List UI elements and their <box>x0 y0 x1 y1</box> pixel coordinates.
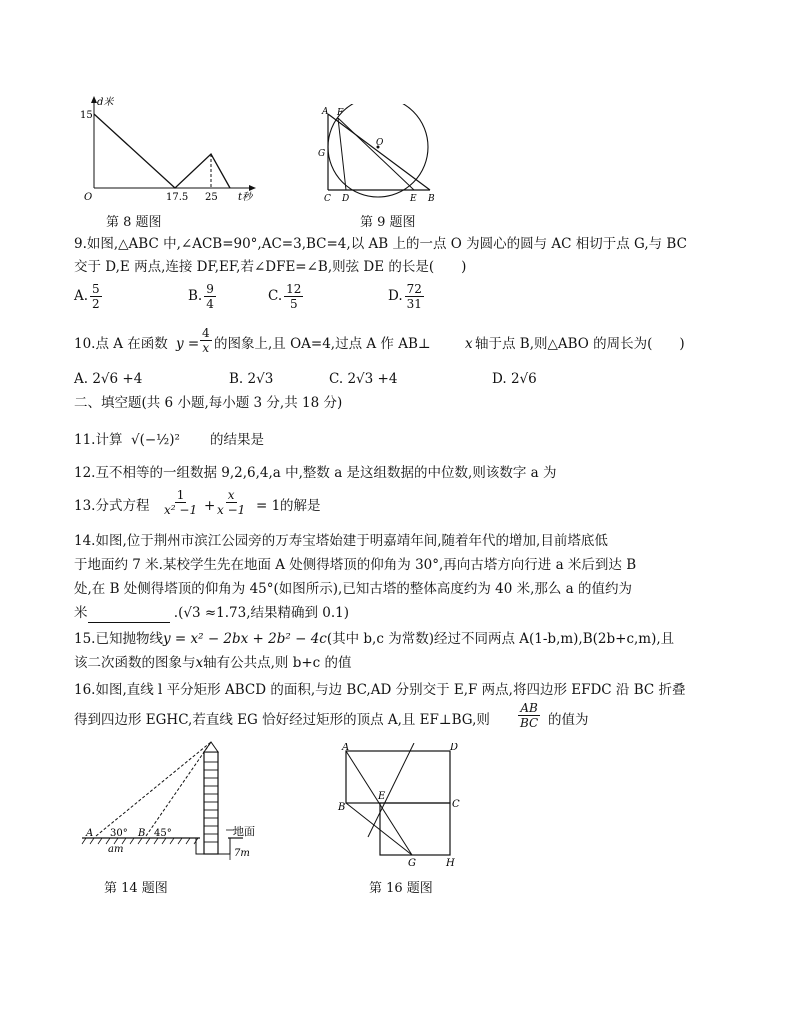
x-axis-arrow <box>249 185 256 191</box>
q12: 12.互不相等的一组数据 9,2,6,4,a 中,整数 a 是这组数据的中位数,则该数字 a 为 <box>74 465 557 481</box>
label-G: G <box>408 858 416 868</box>
label-B: B <box>138 828 146 839</box>
label-A: A <box>342 743 350 753</box>
q9-option-c: C. $\frac{12}{5}$ <box>268 282 302 311</box>
figure-14-caption: 第 14 题图 <box>104 881 168 896</box>
sight-line-a <box>96 742 211 836</box>
q10-func-frac: $\frac{4}{x}$ <box>202 326 210 355</box>
tower-top <box>204 742 218 752</box>
distance-curve <box>94 114 230 188</box>
q14-line2: 于地面约 7 米.某校学生先在地面 A 处侧得塔顶的仰角为 30°,再向古塔方向行进 a 米后到达 B <box>74 557 637 573</box>
figure-16-diagram <box>336 743 466 868</box>
figure-9-caption: 第 9 题图 <box>360 215 416 230</box>
label-B: B <box>428 194 435 204</box>
label-A: A <box>322 107 329 117</box>
q16-line1: 16.如图,直线 l 平分矩形 ABCD 的面积,与边 BC,AD 分别交于 E,F 两点,将四边形 EFDC 沿 BC 折叠 <box>74 682 686 698</box>
label-E: E <box>410 194 417 204</box>
label-am: am <box>108 844 124 855</box>
figure-16-caption: 第 16 题图 <box>369 881 433 896</box>
label-A: A <box>86 828 94 839</box>
figure-14-diagram <box>78 740 278 870</box>
side-ab <box>328 114 430 190</box>
q14-line4-suffix: .(√3 ≈1.73,结果精确到 0.1) <box>173 605 350 621</box>
q11-suffix: 的结果是 <box>210 432 264 448</box>
q9-stem-line1: 9.如图,△ABC 中,∠ACB=90°,AC=3,BC=4,以 AB 上的一点 O 为圆心的圆与 AC 相切于点 G,与 BC <box>74 236 687 252</box>
q14-line4 <box>74 603 349 623</box>
q14-line1: 14.如图,位于荆州市滨江公园旁的万寿宝塔始建于明嘉靖年间,随着年代的增加,目前塔底低 <box>74 533 608 549</box>
label-F: F <box>337 108 344 118</box>
q13-prefix: 13.分式方程 <box>74 498 150 514</box>
label-H: H <box>446 858 455 868</box>
label-45-deg: 45° <box>154 828 172 839</box>
q13-suffix: 的解是 <box>280 498 321 514</box>
label-C: C <box>324 194 331 204</box>
x-axis-label: t秒 <box>238 192 253 203</box>
q10-suffix-a: 的图象上,且 OA=4,过点 A 作 AB⊥ <box>214 336 431 352</box>
q16-line2-suffix: 的值为 <box>548 712 589 728</box>
line-bg <box>346 803 412 855</box>
label-G: G <box>318 149 326 159</box>
q13-frac2: $\frac{x}{x -1}$ <box>217 488 246 517</box>
q14-line3: 处,在 B 处侧得塔顶的仰角为 45°(如图所示),已知古塔的整体高度约为 40 米,那么 a 的值约为 <box>74 581 633 597</box>
q10-option-d: D. 2√6 <box>492 371 537 387</box>
segment-fe <box>338 118 414 190</box>
q10-prefix: 10.点 A 在函数 <box>74 336 168 352</box>
q16-ratio: $\frac{AB}{BC}$ <box>520 701 539 730</box>
figure-8-graph <box>78 96 258 208</box>
q15-equation: y = x² − 2bx + 2b² − 4c <box>162 631 327 647</box>
figure-9-diagram <box>314 104 484 204</box>
label-30-deg: 30° <box>110 828 128 839</box>
section-2-heading: 二、填空题(共 6 小题,每小题 3 分,共 18 分) <box>74 395 343 411</box>
q15-line2 <box>74 653 352 673</box>
q10-suffix-x: x <box>465 336 473 352</box>
q13-eq: = 1 <box>256 498 281 514</box>
label-E: E <box>378 791 386 802</box>
q15-line1 <box>74 629 674 649</box>
q10-option-b: B. 2√3 <box>229 371 274 387</box>
label-C: C <box>452 799 460 810</box>
q15-line2-b: 轴有公共点,则 b+c 的值 <box>203 655 352 671</box>
q9-option-d: D. $\frac{72}{31}$ <box>388 282 422 311</box>
origin-label: O <box>84 192 93 203</box>
q16-line2-prefix: 得到四边形 EGHC,若直线 EG 恰好经过矩形的顶点 A,且 EF⊥BG,则 <box>74 712 490 728</box>
q15-line2-x: x <box>195 655 204 671</box>
y-axis-label: d米 <box>97 97 114 108</box>
q14-line4-prefix: 米 <box>74 605 88 621</box>
label-ground: 地面 <box>233 825 255 838</box>
q13-plus: + <box>204 498 216 514</box>
label-7m: 7m <box>234 848 250 859</box>
rectangle-eghc <box>380 803 450 855</box>
q15-prefix: 15.已知抛物线 <box>74 631 163 647</box>
q9-option-a: A. $\frac{5}{2}$ <box>74 282 100 311</box>
q15-line2-a: 该二次函数的图象与 <box>74 655 196 671</box>
sight-line-b <box>146 742 211 836</box>
q10-option-c: C. 2√3 +4 <box>329 371 398 387</box>
label-B: B <box>338 802 346 813</box>
label-O: O <box>376 138 384 148</box>
rectangle-abcd <box>346 751 450 803</box>
figure-8-caption: 第 8 题图 <box>106 215 162 230</box>
q10-func-lhs: y = <box>176 336 200 352</box>
q9-stem-line2: 交于 D,E 两点,连接 DF,EF,若∠DFE=∠B,则弦 DE 的长是( ) <box>74 259 467 275</box>
q11-expression: √(−½)² <box>131 432 180 448</box>
label-D: D <box>342 194 350 204</box>
q10-suffix-b: 轴于点 B,则△ABO 的周长为( ) <box>475 336 685 352</box>
q11-prefix: 11.计算 <box>74 432 123 448</box>
tower-body <box>204 752 218 854</box>
x-tick-17-5: 17.5 <box>166 192 189 203</box>
line-l <box>368 743 414 837</box>
q13-frac1: $\frac{1}{\text{x² −1}}$ <box>164 488 198 517</box>
q14-answer-blank <box>88 608 170 623</box>
x-tick-25: 25 <box>205 192 218 203</box>
q9-option-b: B. $\frac{9}{4}$ <box>188 282 214 311</box>
q15-suffix: (其中 b,c 为常数)经过不同两点 A(1-b,m),B(2b+c,m),且 <box>326 631 675 647</box>
label-D: D <box>450 743 459 753</box>
y-tick-15: 15 <box>80 110 93 121</box>
q10-option-a: A. 2√6 +4 <box>74 371 143 387</box>
